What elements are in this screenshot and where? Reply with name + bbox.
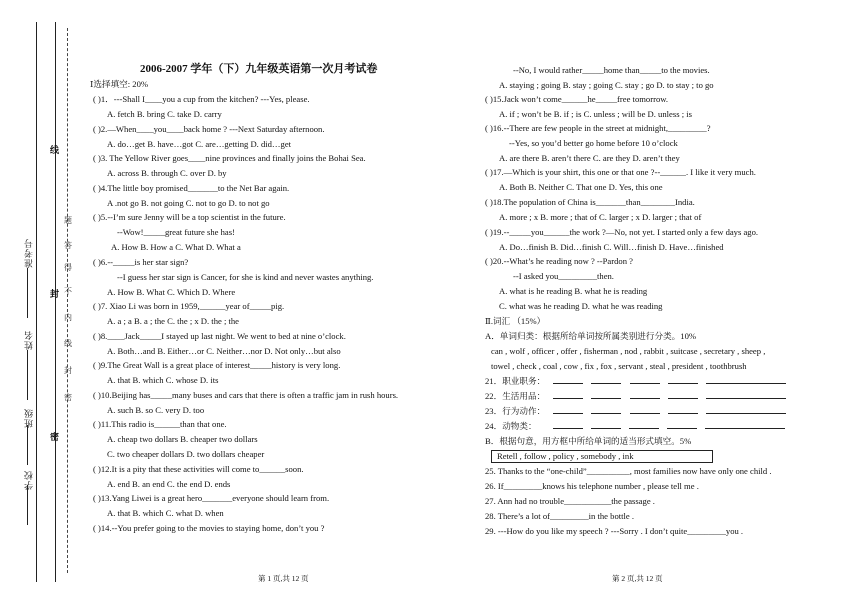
options-8: A. Both…and B. Either…or C. Neither…nor D. Not only…but also — [107, 346, 341, 356]
options-18: A. more ; x B. more ; that of C. larger ; x D. larger ; that of — [499, 212, 702, 222]
category-21-label: 21．职业职务： — [485, 376, 546, 386]
options-17: A. Both B. Neither C. That one D. Yes, this one — [499, 182, 663, 192]
margin-char: 密 — [64, 393, 72, 402]
question-26: 26. If_________knows his telephone number , please tell me . — [485, 481, 699, 491]
word-list-2: towel , check , coal , cow , fix , fox , servant , steal , president , toothbrush — [491, 361, 747, 371]
answer-blank[interactable] — [705, 420, 785, 429]
field-name-label: 姓名 — [24, 330, 34, 350]
options-3: A. across B. through C. over D. by — [107, 168, 227, 178]
answer-blank[interactable] — [630, 375, 660, 384]
binding-line-outer — [36, 22, 37, 582]
question-3: ( )3. The Yellow River goes____nine provinces and finally joins the Bohai Sea. — [93, 153, 366, 163]
question-20: ( )20.--What’s he reading now ? --Pardon ? — [485, 256, 633, 266]
section-1-title: Ⅰ选择填空: 20% — [90, 79, 149, 89]
answer-blank[interactable] — [667, 420, 697, 429]
options-11-ab: A. cheap two dollars B. cheaper two dollars — [107, 434, 258, 444]
page-title: 2006-2007 学年（下）九年级英语第一次月考试卷 — [140, 63, 378, 75]
question-27: 27. Ann had no trouble___________the passage . — [485, 496, 655, 506]
options-13: A. that B. which C. what D. when — [107, 508, 224, 518]
options-4: A .not go B. not going C. not to go D. to not go — [107, 198, 270, 208]
margin-char: 得 — [64, 263, 72, 272]
seal-mark-xian: 线 — [50, 145, 60, 155]
field-class-label: 班级 — [24, 408, 34, 428]
question-19: ( )19.--_____you______the work ?—No, not yet. I started only a few days ago. — [485, 227, 759, 237]
answer-blank[interactable] — [553, 420, 583, 429]
category-23 — [485, 405, 860, 417]
category-24 — [485, 420, 860, 432]
category-23-label: 23．行为动作： — [485, 406, 546, 416]
question-16: ( )16.--There are few people in the street at midnight,_________? — [485, 123, 711, 133]
page-footer-right: 第 2 页,共 12 页 — [612, 574, 663, 583]
options-1: A. fetch B. bring C. take D. carry — [107, 109, 222, 119]
question-4: ( )4.The little boy promised_______to the Net Bar again. — [93, 183, 290, 193]
question-28: 28. There’s a lot of_________in the bottle . — [485, 511, 635, 521]
question-11: ( )11.This radio is______than that one. — [93, 419, 227, 429]
options-5: A. How B. How a C. What D. What a — [111, 242, 241, 252]
seal-mark-mi: 密 — [50, 432, 60, 442]
field-school-line — [27, 485, 28, 525]
question-9: ( )9.The Great Wall is a great place of interest_____history is very long. — [93, 360, 341, 370]
question-13: ( )13.Yang Liwei is a great hero_______everyone should learn from. — [93, 493, 330, 503]
options-16: A. are there B. aren’t there C. are they D. aren’t they — [499, 153, 680, 163]
options-15: A. if ; won’t be B. if ; is C. unless ; will be D. unless ; is — [499, 109, 692, 119]
answer-blank[interactable] — [553, 390, 583, 399]
seal-mark-feng: 封 — [50, 289, 60, 299]
binding-dash-line — [67, 28, 68, 573]
answer-blank[interactable] — [553, 405, 583, 414]
field-class-line — [27, 425, 28, 465]
section-2b-instruction: B．根据句意，用方框中所给单词的适当形式填空。5% — [485, 436, 692, 446]
answer-blank[interactable] — [629, 420, 659, 429]
options-10: A. such B. so C. very D. too — [107, 405, 205, 415]
answer-blank[interactable] — [591, 420, 621, 429]
question-14: ( )14.--You prefer going to the movies to staying home, don’t you ? — [93, 523, 325, 533]
question-25: 25. Thanks to the “one-child”__________, most families now have only one child . — [485, 466, 772, 476]
category-22-label: 22．生活用品： — [485, 391, 546, 401]
margin-char: 线 — [64, 339, 72, 348]
margin-char: 不 — [64, 287, 72, 296]
right-column — [485, 64, 845, 544]
options-2: A. do…get B. have…got C. are…getting D. did…get — [107, 139, 292, 149]
margin-char: 题 — [64, 216, 72, 225]
field-exam-id-label: 准考号 — [24, 238, 34, 268]
question-6-reply: --I guess her star sign is Cancer, for she is kind and never wastes anything. — [117, 272, 374, 282]
answer-blank[interactable] — [668, 405, 698, 414]
word-list-1: can , wolf , officer , offer , fisherman , nod , rabbit , suitcase , secretary , sheep , — [491, 346, 766, 356]
answer-blank[interactable] — [668, 390, 698, 399]
field-exam-id-line — [27, 268, 28, 318]
binding-line-inner — [55, 22, 56, 582]
answer-blank[interactable] — [706, 405, 786, 414]
left-column — [93, 93, 493, 533]
field-name-line — [27, 350, 28, 400]
answer-blank[interactable] — [668, 375, 698, 384]
options-14: A. staying ; going B. stay ; going C. stay ; go D. to stay ; to go — [499, 80, 714, 90]
options-20-cd: C. what was he reading D. what he was reading — [499, 301, 663, 311]
section-2-title: Ⅱ.词汇 （15%） — [485, 316, 546, 326]
question-18: ( )18.The population of China is_______than________India. — [485, 197, 695, 207]
answer-blank[interactable] — [630, 390, 660, 399]
answer-blank[interactable] — [591, 405, 621, 414]
answer-blank[interactable] — [706, 375, 786, 384]
question-7: ( )7. Xiao Li was born in 1959,______year of_____pig. — [93, 301, 285, 311]
question-8: ( )8.____Jack_____I stayed up last night. We went to bed at nine o’clock. — [93, 331, 346, 341]
page-footer-left: 第 1 页,共 12 页 — [258, 574, 309, 583]
margin-char: 答 — [64, 241, 72, 250]
options-19: A. Do…finish B. Did…finish C. Will…finish D. Have…finished — [499, 242, 724, 252]
section-2a-instruction: A．单词归类：根据所给单词按所属类别进行分类。10% — [485, 331, 697, 341]
answer-blank[interactable] — [553, 375, 583, 384]
answer-blank[interactable] — [591, 390, 621, 399]
question-6: ( )6.--_____is her star sign? — [93, 257, 189, 267]
options-7: A. a ; a B. a ; the C. the ; x D. the ; the — [107, 316, 239, 326]
answer-blank[interactable] — [630, 405, 660, 414]
word-box-text: Retell , follow , policy , somebody , ink — [497, 451, 634, 461]
category-24-label: 24．动物类： — [485, 421, 537, 431]
question-5: ( )5.--I’m sure Jenny will be a top scientist in the future. — [93, 212, 286, 222]
options-12: A. end B. an end C. the end D. ends — [107, 479, 231, 489]
question-14-reply: --No, I would rather_____home than_____to the movies. — [513, 65, 710, 75]
question-17: ( )17.—Which is your shirt, this one or that one ?--______. I like it very much. — [485, 167, 756, 177]
options-6: A. How B. What C. Which D. Where — [107, 287, 236, 297]
options-11-cd: C. two cheaper dollars D. two dollars cheaper — [107, 449, 265, 459]
category-21 — [485, 375, 860, 387]
question-5-reply: --Wow!_____great future she has! — [117, 227, 235, 237]
question-20-reply: --I asked you_________then. — [513, 271, 614, 281]
question-15: ( )15.Jack won’t come______he_____free tomorrow. — [485, 94, 669, 104]
question-1: ( )1．---Shall I____you a cup from the kitchen? ---Yes, please. — [93, 94, 310, 104]
question-16-reply: --Yes, so you’d better go home before 10 o’clock — [509, 138, 678, 148]
margin-char: 内 — [64, 313, 72, 322]
answer-blank[interactable] — [706, 390, 786, 399]
answer-blank[interactable] — [591, 375, 621, 384]
question-2: ( )2.—When____you____back home ? ---Next Saturday afternoon. — [93, 124, 325, 134]
question-12: ( )12.It is a pity that these activities will come to______soon. — [93, 464, 304, 474]
question-10: ( )10.Beijing has_____many buses and cars that there is often a traffic jam in rush hours. — [93, 390, 399, 400]
category-22 — [485, 390, 860, 402]
field-school-label: 学校 — [24, 470, 34, 490]
question-29: 29. ---How do you like my speech ? ---Sorry . I don’t quite_________you . — [485, 526, 744, 536]
margin-char: 封 — [64, 366, 72, 375]
options-20-ab: A. what is he reading B. what he is reading — [499, 286, 648, 296]
options-9: A. that B. which C. whose D. its — [107, 375, 219, 385]
